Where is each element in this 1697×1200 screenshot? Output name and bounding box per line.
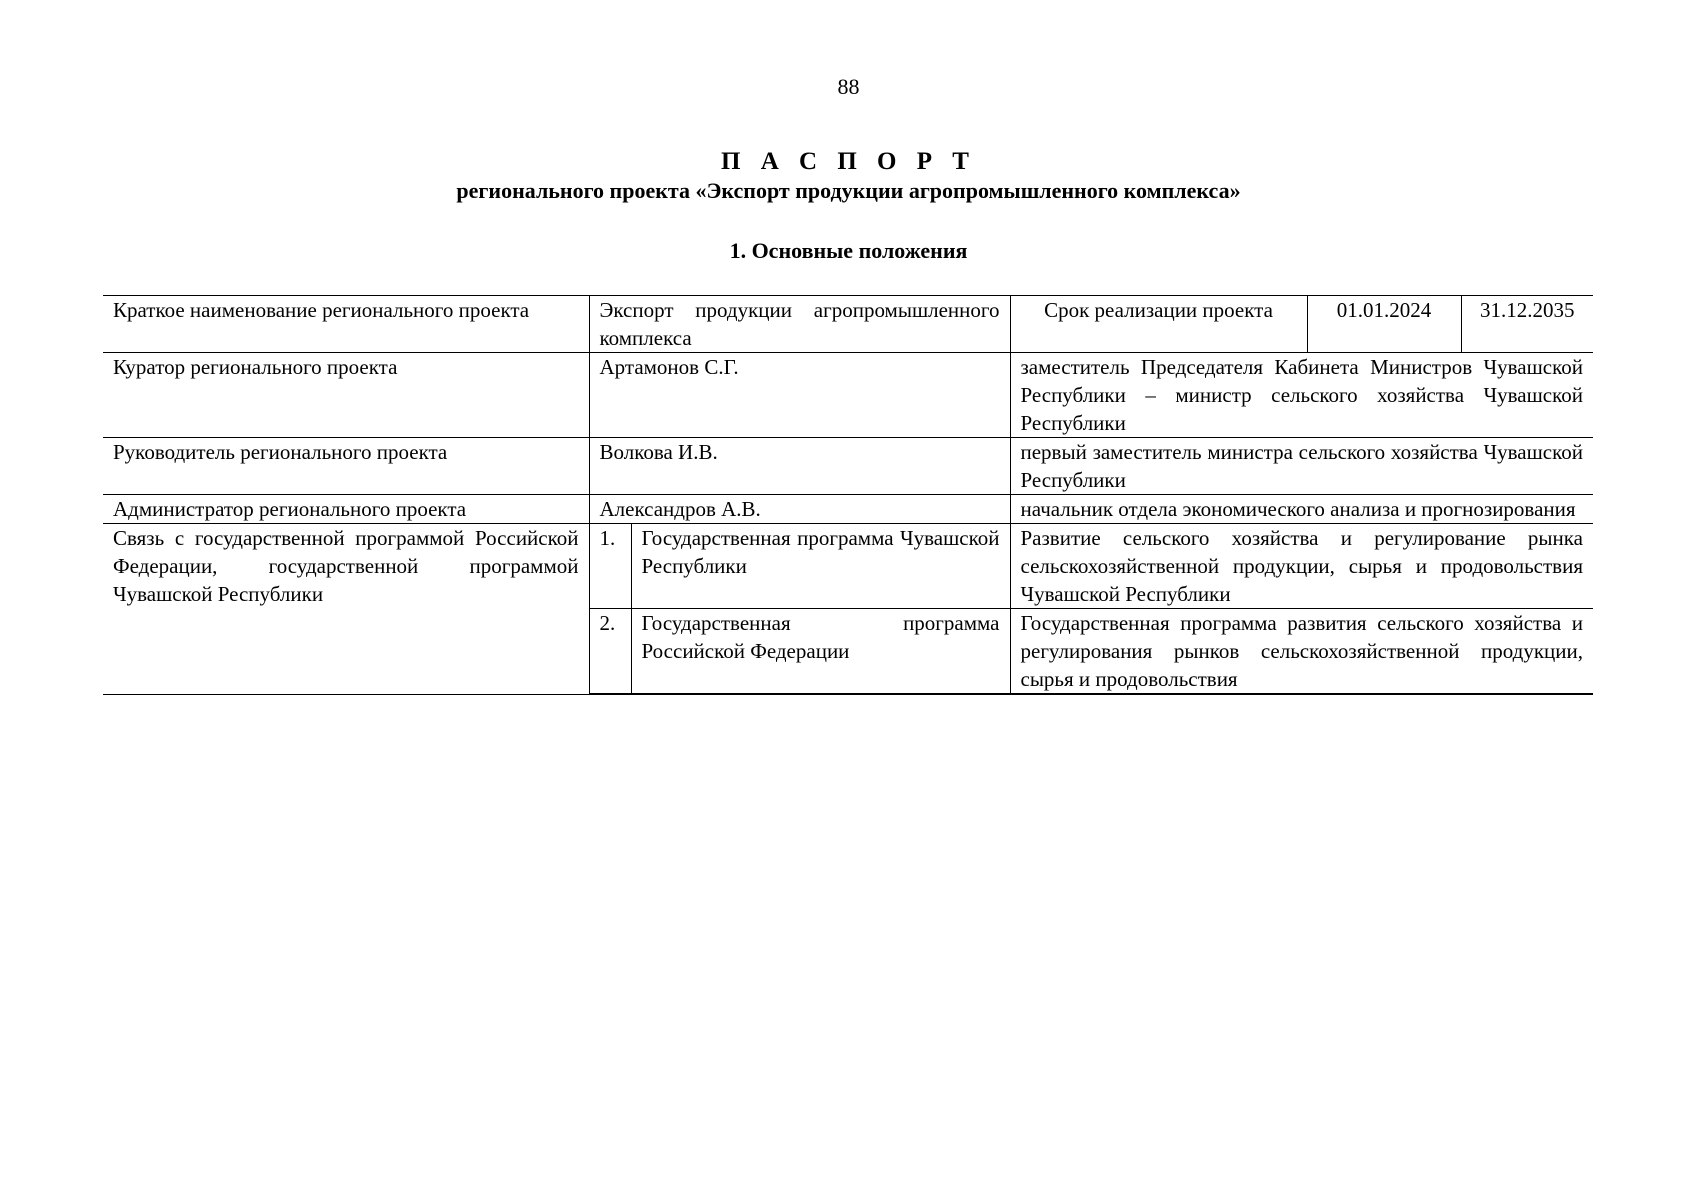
curator-name: Артамонов С.Г.: [589, 353, 1010, 438]
document-title: П А С П О Р Т: [721, 148, 976, 175]
program-name: Развитие сельского хозяйства и регулирование рынка сельскохозяйственной продукции, сырья и продовольствия Чувашской Республики: [1010, 524, 1593, 609]
passport-table: [103, 295, 1593, 695]
administrator-label: Администратор регионального проекта: [103, 495, 589, 524]
short-name-value: Экспорт продукции агропромышленного комплекса: [589, 296, 1010, 353]
head-position: первый заместитель министра сельского хозяйства Чувашской Республики: [1010, 438, 1593, 495]
short-name-label: Краткое наименование регионального проекта: [103, 296, 589, 353]
program-number: 2.: [589, 609, 631, 695]
table-row-head: [103, 438, 1593, 495]
program-type: Государственная программа Чувашской Республики: [631, 524, 1010, 609]
link-label: Связь с государственной программой Российской Федерации, государственной программой Чувашской Республики: [103, 524, 589, 695]
curator-position: заместитель Председателя Кабинета Министров Чувашской Республики – министр сельского хозяйства Чувашской Республики: [1010, 353, 1593, 438]
section-heading: 1. Основные положения: [729, 238, 968, 263]
program-name: Государственная программа развития сельского хозяйства и регулирования рынков сельскохозяйственной продукции, сырья и продовольствия: [1010, 609, 1593, 695]
table-row-administrator: [103, 495, 1593, 524]
document-subtitle: регионального проекта «Экспорт продукции агропромышленного комплекса»: [456, 178, 1241, 203]
table-row-curator: [103, 353, 1593, 438]
curator-label: Куратор регионального проекта: [103, 353, 589, 438]
administrator-position: начальник отдела экономического анализа и прогнозирования: [1010, 495, 1593, 524]
program-number: 1.: [589, 524, 631, 609]
head-name: Волкова И.В.: [589, 438, 1010, 495]
administrator-name: Александров А.В.: [589, 495, 1010, 524]
table-row-short-name: [103, 296, 1593, 353]
start-date: 01.01.2024: [1307, 296, 1461, 353]
term-label: Срок реализации проекта: [1010, 296, 1307, 353]
end-date: 31.12.2035: [1461, 296, 1593, 353]
head-label: Руководитель регионального проекта: [103, 438, 589, 495]
table-row-program-1: [103, 524, 1593, 609]
page-number: 88: [837, 74, 860, 99]
program-type: Государственная программа Российской Федерации: [631, 609, 1010, 695]
